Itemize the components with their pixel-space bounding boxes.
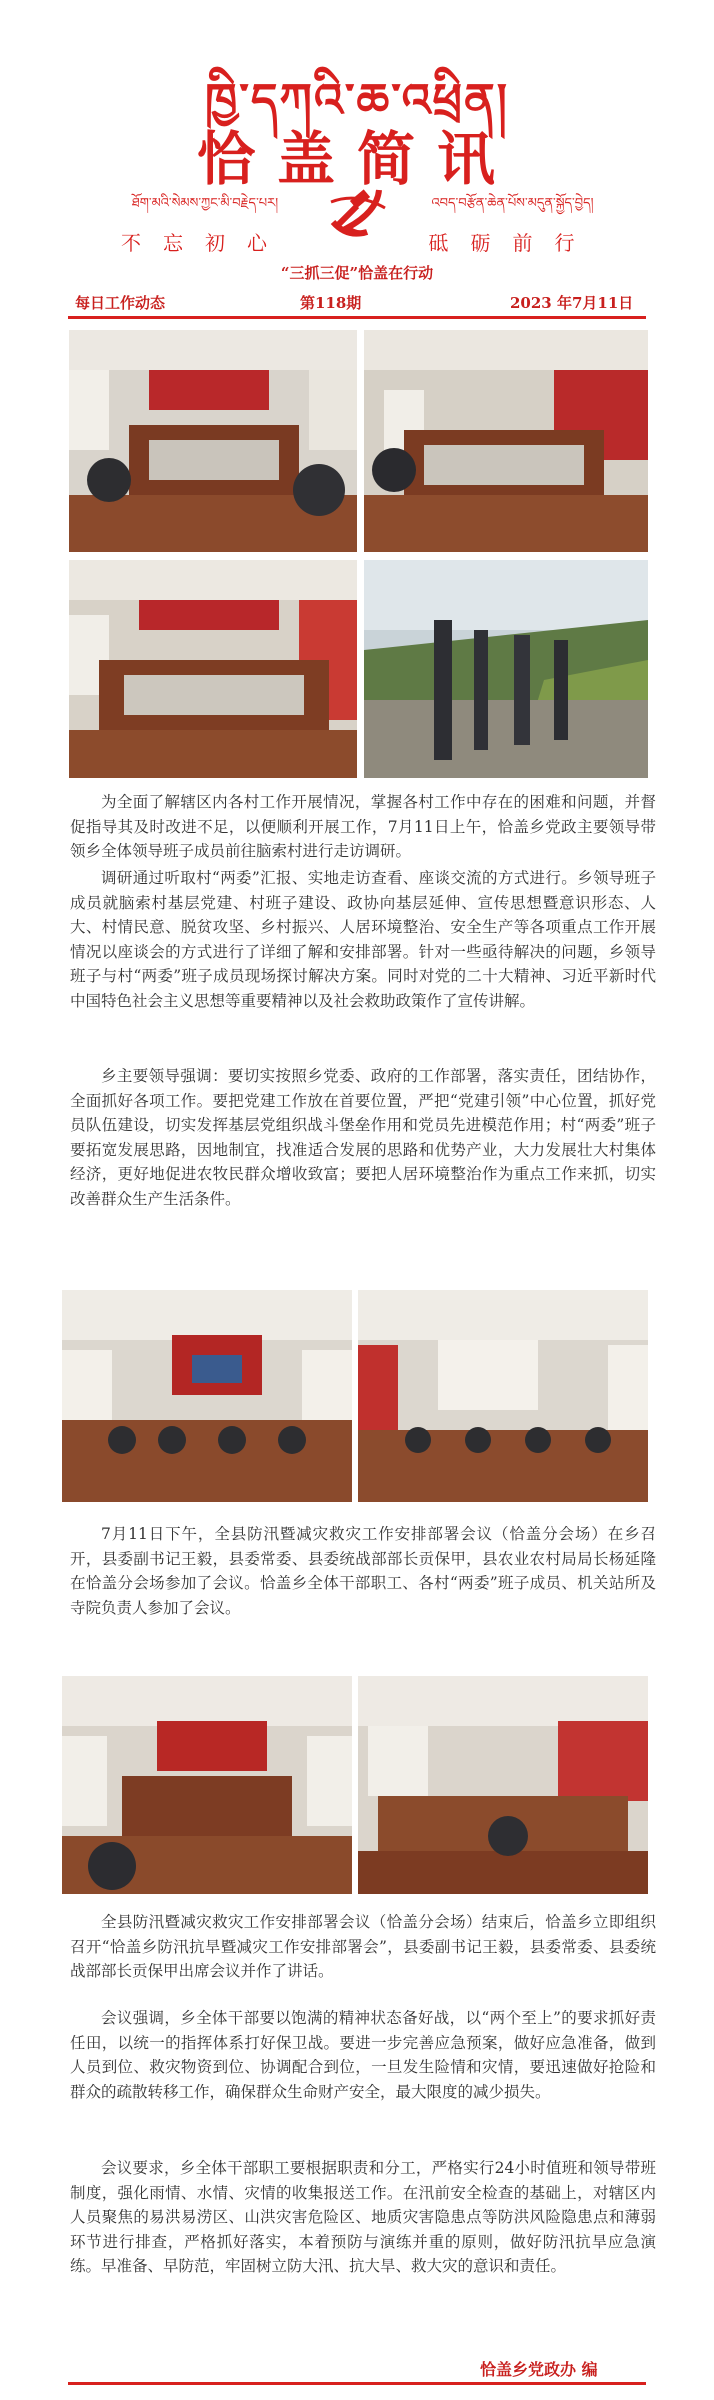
slogan-right — [395, 188, 630, 256]
photo-meeting-3 — [69, 560, 357, 778]
slogan-right-text: 砥砺前行 — [428, 231, 597, 255]
photo-meeting-2 — [364, 330, 648, 552]
column-name: 每日工作动态 — [75, 294, 166, 312]
tibetan-masthead: ཁྱི་དཀའི་ཆ་འཕྲིན། — [205, 73, 509, 127]
paragraph-3: 乡主要领导强调：要切实按照乡党委、政府的工作部署，落实责任，团结协作，全面抓好各项工作。要把党建工作放在首要位置，严把“党建引领”中心位置，抓好党员队伍建设，切实发挥基层党组织战斗堡垒作用和党员先进模范作用；村“两委”班子要拓宽发展思路，因地制宜，找准适合发展的思路和优势产业，大力发展壮大村集体经济，更好地促进农牧民群众增收致富；要把人居环境整治作为重点工作来抓，切实改善群众生产生活条件。 — [70, 1067, 656, 1208]
issue-date: 2023 年7月11日 — [510, 294, 634, 312]
editor-credit: 恰盖乡党政办 编 — [480, 2360, 598, 2379]
party-emblem-icon — [327, 182, 387, 238]
photo-site-visit — [364, 560, 648, 778]
issue-subtitle: “三抓三促”恰盖在行动 — [280, 264, 434, 282]
photo-flood-meeting-4 — [358, 1676, 648, 1894]
photo-flood-meeting-2 — [358, 1290, 648, 1502]
slogan-left-text: 不忘初心 — [121, 231, 289, 255]
slogan-left — [90, 188, 320, 256]
paragraph-4: 7月11日下午，全县防汛暨减灾救灾工作安排部署会议（恰盖分会场）在乡召开，县委副书记王毅，县委常委、县委统战部部长贡保甲，县农业农村局局长杨延隆在恰盖分会场参加了会议。恰盖乡全体干部职工、各村“两委”班子成员、机关站所及寺院负责人参加了会议。 — [70, 1525, 656, 1617]
slogan-right-tibetan: འབད་བརྩོན་ཆེན་པོས་མདུན་སྐྱོད་བྱེད། — [431, 196, 594, 211]
masthead-title: 恰盖简讯 — [196, 125, 517, 193]
slogan-left-tibetan: ཐོག་མའི་སེམས་ཀྱང་མི་བརྗེད་པར། — [131, 196, 279, 211]
footer-divider — [68, 2382, 646, 2385]
paragraph-7: 会议要求，乡全体干部职工要根据职责和分工，严格实行24小时值班和领导带班制度，强化雨情、水情、灾情的收集报送工作。在汛前安全检查的基础上，对辖区内人员聚焦的易洪易涝区、山洪灾害危险区、地质灾害隐患点等防洪风险隐患点和薄弱环节进行排查，严格抓好落实，本着预防与演练并重的原则，做好防汛抗旱应急演练。早准备、早防范，牢固树立防大汛、抗大旱、救大灾的意识和责任。 — [70, 2159, 656, 2275]
paragraph-6: 会议强调，乡全体干部要以饱满的精神状态备好战，以“两个至上”的要求抓好责任田，以统一的指挥体系打好保卫战。要进一步完善应急预案，做好应急准备，做到人员到位、救灾物资到位、协调配合到位，一旦发生险情和灾情，要迅速做好抢险和群众的疏散转移工作，确保群众生命财产安全，最大限度的减少损失。 — [70, 2009, 656, 2101]
issue-info — [75, 292, 655, 314]
paragraph-2: 调研通过听取村“两委”汇报、实地走访查看、座谈交流的方式进行。乡领导班子成员就脑索村基层党建、村班子建设、政协向基层延伸、宣传思想暨意识形态、人大、村情民意、脱贫攻坚、乡村振兴、人居环境整治、安全生产等各项重点工作开展情况以座谈会的方式进行了详细了解和安排部署。针对一些亟待解决的问题，乡领导班子与村“两委”班子成员现场探讨解决方案。同时对党的二十大精神、习近平新时代中国特色社会主义思想等重要精神以及社会救助政策作了宣传讲解。 — [70, 869, 656, 1010]
photo-flood-meeting-1 — [62, 1290, 352, 1502]
photo-flood-meeting-3 — [62, 1676, 352, 1894]
paragraph-5: 全县防汛暨减灾救灾工作安排部署会议（恰盖分会场）结束后，恰盖乡立即组织召开“恰盖乡防汛抗旱暨减灾工作安排部署会”，县委副书记王毅，县委常委、县委统战部部长贡保甲出席会议并作了讲话。 — [70, 1913, 656, 1980]
issue-number: 第118期 — [300, 294, 362, 312]
paragraph-1: 为全面了解辖区内各村工作开展情况，掌握各村工作中存在的困难和问题，并督促指导其及时改进不足，以便顺利开展工作，7月11日上午，恰盖乡党政主要领导带领乡全体领导班子成员前往脑索村进行走访调研。 — [70, 793, 656, 860]
photo-meeting-1 — [69, 330, 357, 552]
header-divider — [68, 316, 646, 319]
